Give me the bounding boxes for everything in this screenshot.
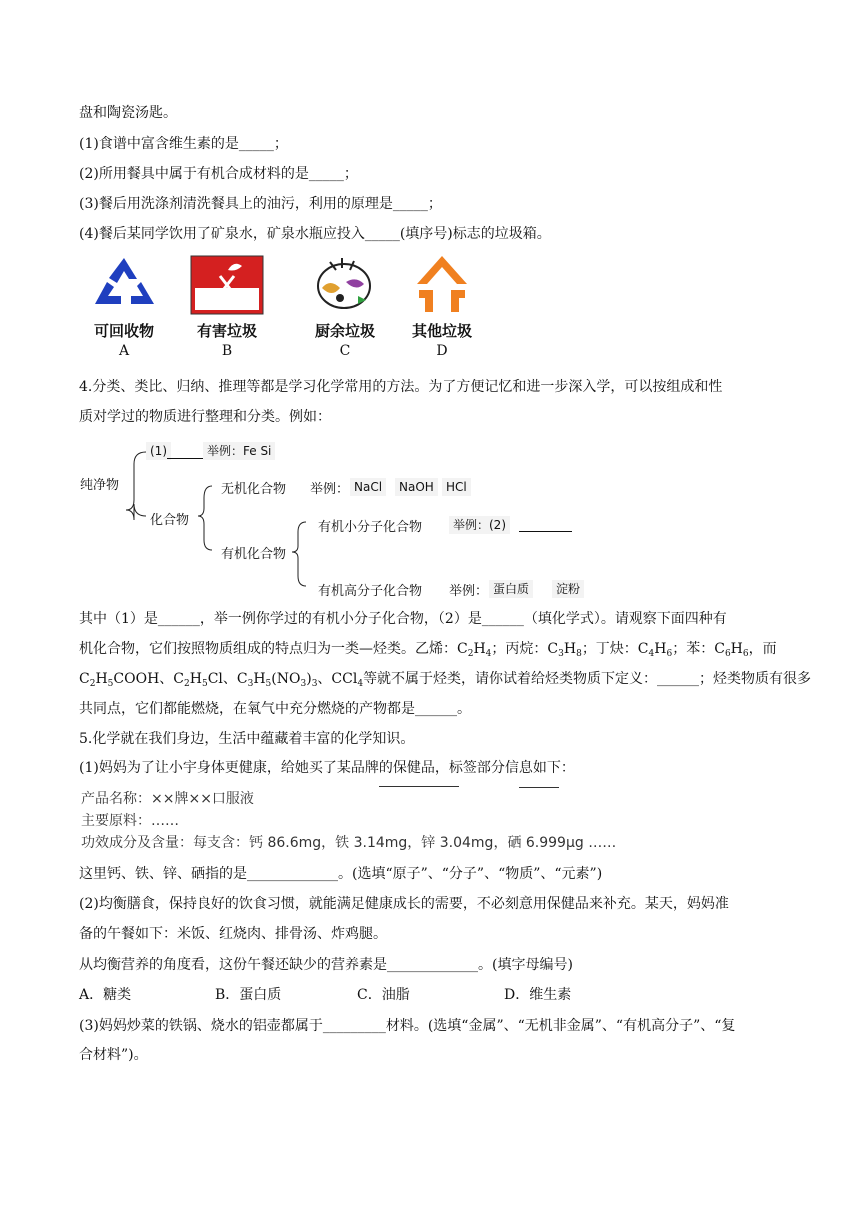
q5-sub3-line1: (3)妈妈炒菜的铁锅、烧水的铝壶都属于_________材料。(选填“金属”、“无机非金属”、“有机高分子”、“复 [79, 1018, 736, 1034]
tree-inorganic-example-label: 举例： [310, 482, 350, 497]
tree-polymer-example-label: 举例： [449, 584, 489, 599]
tree-inorganic: 无机化合物 [221, 482, 287, 497]
bin-label-other: 其他垃圾 [411, 322, 472, 340]
q5-sub2-line1: (2)均衡膳食，保持良好的饮食习惯，就能满足健康成长的需要，不必刻意用保健品来补充。某天，妈妈准 [79, 896, 729, 912]
bin-letter-a: A [118, 343, 130, 359]
hazard-icon [182, 252, 272, 316]
tree-polymer: 有机高分子化合物 [318, 584, 423, 599]
tree-branch1-num: (1) [146, 442, 171, 460]
bin-letter-d: D [436, 343, 448, 359]
tree-inorganic-example-2: NaOH [395, 478, 438, 496]
label-line2: 主要原料：…… [81, 813, 179, 829]
tree-inorganic-example-3: HCl [442, 478, 471, 496]
q4-text-line2: 机化合物，它们按照物质组成的特点归为一类—烃类。乙烯：$C_2H_4$；丙烷：$C_3H_8$；丁炔：$C_4H_6$；苯：$C_6H_6$，而 [79, 641, 777, 659]
bin-letter-b: B [221, 343, 233, 359]
tree-small-blank [519, 531, 572, 532]
bin-label-kitchen: 厨余垃圾 [314, 322, 375, 340]
bin-kitchen [300, 252, 390, 359]
recycle-icon [79, 252, 169, 316]
q5-sub1-question: 这里钙、铁、锌、硒指的是_____________。(选填“原子”、“分子”、“物质”、“元素”) [79, 866, 603, 882]
bin-label-hazardous: 有害垃圾 [196, 322, 257, 340]
label-line3: 功效成分及含量：每支含：钙 86.6mg，铁 3.14mg，锌 3.04mg，硒 6.999μg …… [81, 835, 617, 851]
q4-text-line4: 共同点，它们都能燃烧，在氧气中充分燃烧的产物都是______。 [79, 701, 471, 717]
q5-sub3-line2: 合材料”)。 [79, 1047, 148, 1063]
tree-branch1-example: 举例：Fe Si [203, 442, 275, 460]
q3-sub1: (1)食谱中富含维生素的是_____； [79, 136, 288, 152]
tree-small-organic: 有机小分子化合物 [318, 520, 423, 535]
q5-sub2-line2: 备的午餐如下：米饭、红烧肉、排骨汤、炸鸡腿。 [79, 926, 387, 942]
q4-text-line1: 其中（1）是______，举一例你学过的有机小分子化合物，（2）是______（填化学式）。请观察下面四种有 [79, 611, 727, 627]
option-a: A．糖类 [79, 987, 132, 1003]
q4-intro-line2: 质对学过的物质进行整理和分类。例如： [79, 409, 331, 425]
option-b: B．蛋白质 [215, 987, 282, 1003]
tree-polymer-example-2: 淀粉 [552, 580, 584, 598]
option-c: C．油脂 [357, 987, 410, 1003]
q4-intro-line1: 4.分类、类比、归纳、推理等都是学习化学常用的方法。为了方便记忆和进一步深入学，可以按组成和性 [79, 379, 723, 395]
tree-polymer-example-1: 蛋白质 [489, 580, 533, 598]
q3-sub3: (3)餐后用洗涤剂清洗餐具上的油污，利用的原理是_____； [79, 196, 442, 212]
q5-title: 5.化学就在我们身边，生活中蕴藏着丰富的化学知识。 [79, 731, 415, 747]
tree-small-example: 举例：(2) [449, 516, 510, 534]
bin-recyclable [79, 252, 169, 359]
food-waste-icon [300, 252, 390, 316]
bin-hazardous [182, 252, 272, 359]
label-line1: 产品名称：××牌××口服液 [81, 791, 254, 807]
bin-label-recyclable: 可回收物 [93, 322, 154, 340]
q3-sub4: (4)餐后某同学饮用了矿泉水，矿泉水瓶应投入_____(填序号)标志的垃圾箱。 [79, 226, 551, 242]
tree-branch1-blank [167, 458, 203, 459]
tree-compound: 化合物 [150, 513, 190, 528]
tree-inorganic-example-1: NaCl [350, 478, 386, 496]
q4-text-line3: $C_2H_5COOH$、$C_2H_5Cl$、$C_3H_5(NO_3)_3$、CCl$_4$等就不属于烃类，请你试着给烃类物质下定义：______；烃类物质有很多 [79, 671, 812, 689]
q3-sub2: (2)所用餐具中属于有机合成材料的是_____； [79, 166, 358, 182]
tree-organic: 有机化合物 [221, 547, 287, 562]
other-waste-icon [397, 252, 487, 316]
option-d: D．维生素 [504, 987, 572, 1003]
bin-letter-c: C [339, 343, 351, 359]
q3-intro-tail: 盘和陶瓷汤匙。 [79, 105, 177, 121]
q5-sub2-question: 从均衡营养的角度看，这份午餐还缺少的营养素是_____________。(填字母编号) [79, 957, 573, 973]
q5-sub1: (1)妈妈为了让小宇身体更健康，给她买了某品牌的保健品，标签部分信息如下： [79, 760, 575, 776]
tree-root: 纯净物 [80, 478, 120, 493]
bin-other [397, 252, 487, 359]
supplement-label [79, 784, 639, 854]
